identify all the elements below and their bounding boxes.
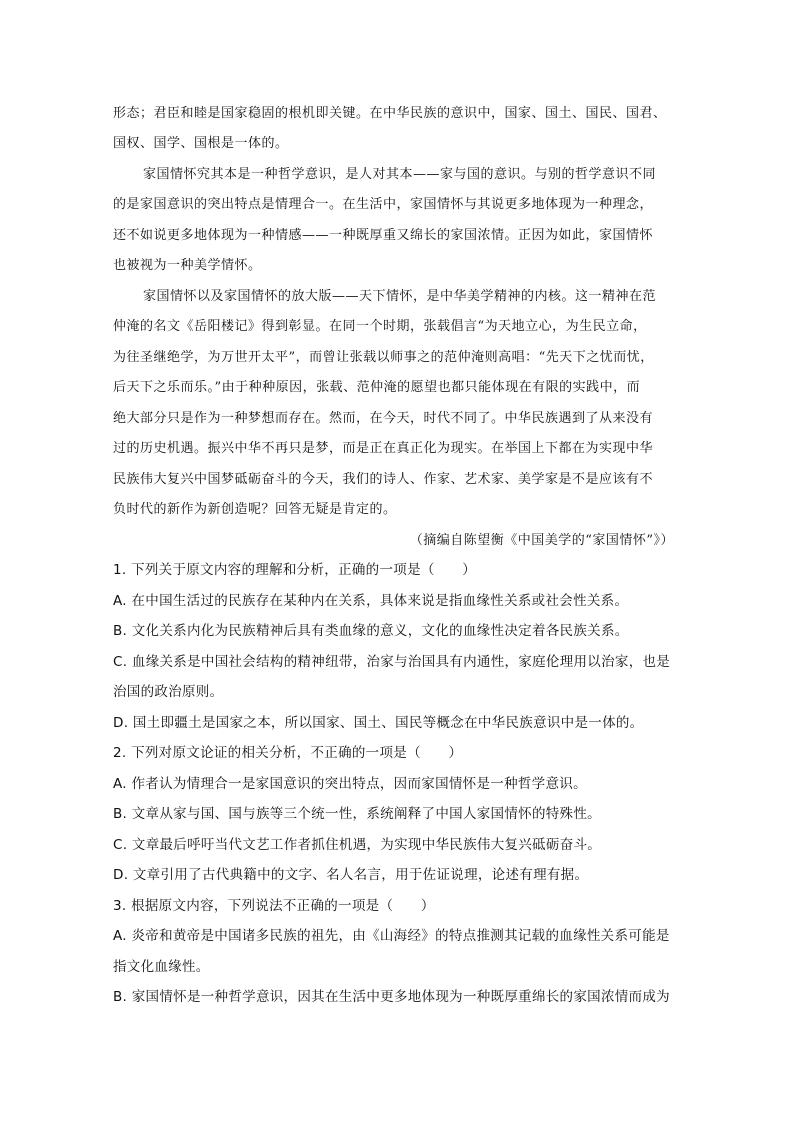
passage-line: 家国情怀以及家国情怀的放大版——天下情怀，是中华美学精神的内核。这一精神在范	[143, 289, 657, 304]
passage-line: 负时代的新作为新创造呢？回答无疑是肯定的。	[113, 502, 397, 517]
answer-option[interactable]: C. 血缘关系是中国社会结构的精神纽带，治家与治国具有内通性，家庭伦理用以治家，也是	[113, 654, 671, 670]
question-stem: 3. 根据原文内容，下列说法不正确的一项是（ ）	[113, 898, 435, 914]
passage-line: 的是家国意识的突出特点是情理合一。在生活中，家国情怀与其说更多地体现为一种理念，	[113, 197, 654, 212]
passage-line: 过的历史机遇。振兴中华不再只是梦，而是正在真正化为现实。在举国上下都在为实现中华	[113, 441, 654, 456]
answer-option-continued[interactable]: 指文化血缘性。	[113, 959, 210, 975]
passage-line: 为往圣继绝学，为万世开太平”，而曾让张载以师事之的范仲淹则高唱：“先天下之忧而忧，	[113, 350, 654, 365]
answer-option[interactable]: B. 文章从家与国、国与族等三个统一性，系统阐释了中国人家国情怀的特殊性。	[113, 806, 601, 822]
answer-option[interactable]: B. 文化关系内化为民族精神后具有类血缘的意义，文化的血缘性决定着各民族关系。	[113, 623, 629, 639]
answer-option[interactable]: D. 国土即疆土是国家之本，所以国家、国土、国民等概念在中华民族意识中是一体的。	[113, 715, 644, 731]
answer-option[interactable]: C. 文章最后呼吁当代文艺工作者抓住机遇，为实现中华民族伟大复兴砥砺奋斗。	[113, 837, 602, 853]
passage-line: 绝大部分只是作为一种梦想而存在。然而，在今天，时代不同了。中华民族遇到了从来没有	[113, 411, 654, 426]
passage-line: 家国情怀究其本是一种哲学意识，是人对其本——家与国的意识。与别的哲学意识不同	[143, 167, 657, 182]
answer-option[interactable]: A. 炎帝和黄帝是中国诸多民族的祖先，由《山海经》的特点推测其记载的血缘性关系可能是	[113, 928, 670, 944]
answer-option-continued[interactable]: 治国的政治原则。	[113, 684, 224, 700]
passage-line: 民族伟大复兴中国梦砥砺奋斗的今天，我们的诗人、作家、艺术家、美学家是不是应该有不	[113, 472, 654, 487]
answer-option[interactable]: A. 作者认为情理合一是家国意识的突出特点，因而家国情怀是一种哲学意识。	[113, 776, 587, 792]
answer-option[interactable]: B. 家国情怀是一种哲学意识，因其在生活中更多地体现为一种既厚重绵长的家国浓情而成为	[113, 989, 670, 1005]
passage-line: 形态；君臣和睦是国家稳固的根机即关键。在中华民族的意识中，国家、国土、国民、国君、	[113, 106, 667, 121]
question-stem: 2. 下列对原文论证的相关分析，不正确的一项是（ ）	[113, 745, 463, 761]
passage-line: 还不如说更多地体现为一种情感——一种既厚重又绵长的家国浓情。正因为如此，家国情怀	[113, 228, 654, 243]
answer-option[interactable]: A. 在中国生活过的民族存在某种内在关系，具体来说是指血缘性关系或社会性关系。	[113, 593, 629, 609]
passage-line: 仲淹的名文《岳阳楼记》得到彰显。在同一个时期，张载倡言“为天地立心，为生民立命，	[113, 319, 647, 334]
answer-option[interactable]: D. 文章引用了古代典籍中的文字、名人名言，用于佐证说理，论述有理有据。	[113, 867, 589, 883]
passage-line: 也被视为一种美学情怀。	[113, 258, 262, 273]
passage-line: 后天下之乐而乐。”由于种种原因，张载、范仲淹的愿望也都只能体现在有限的实践中，而	[113, 380, 641, 395]
source-attribution: （摘编自陈望衡《中国美学的“家国情怀”》）	[409, 533, 674, 548]
question-stem: 1. 下列关于原文内容的理解和分析，正确的一项是（ ）	[113, 562, 477, 578]
passage-line: 国权、国学、国根是一体的。	[113, 136, 289, 151]
